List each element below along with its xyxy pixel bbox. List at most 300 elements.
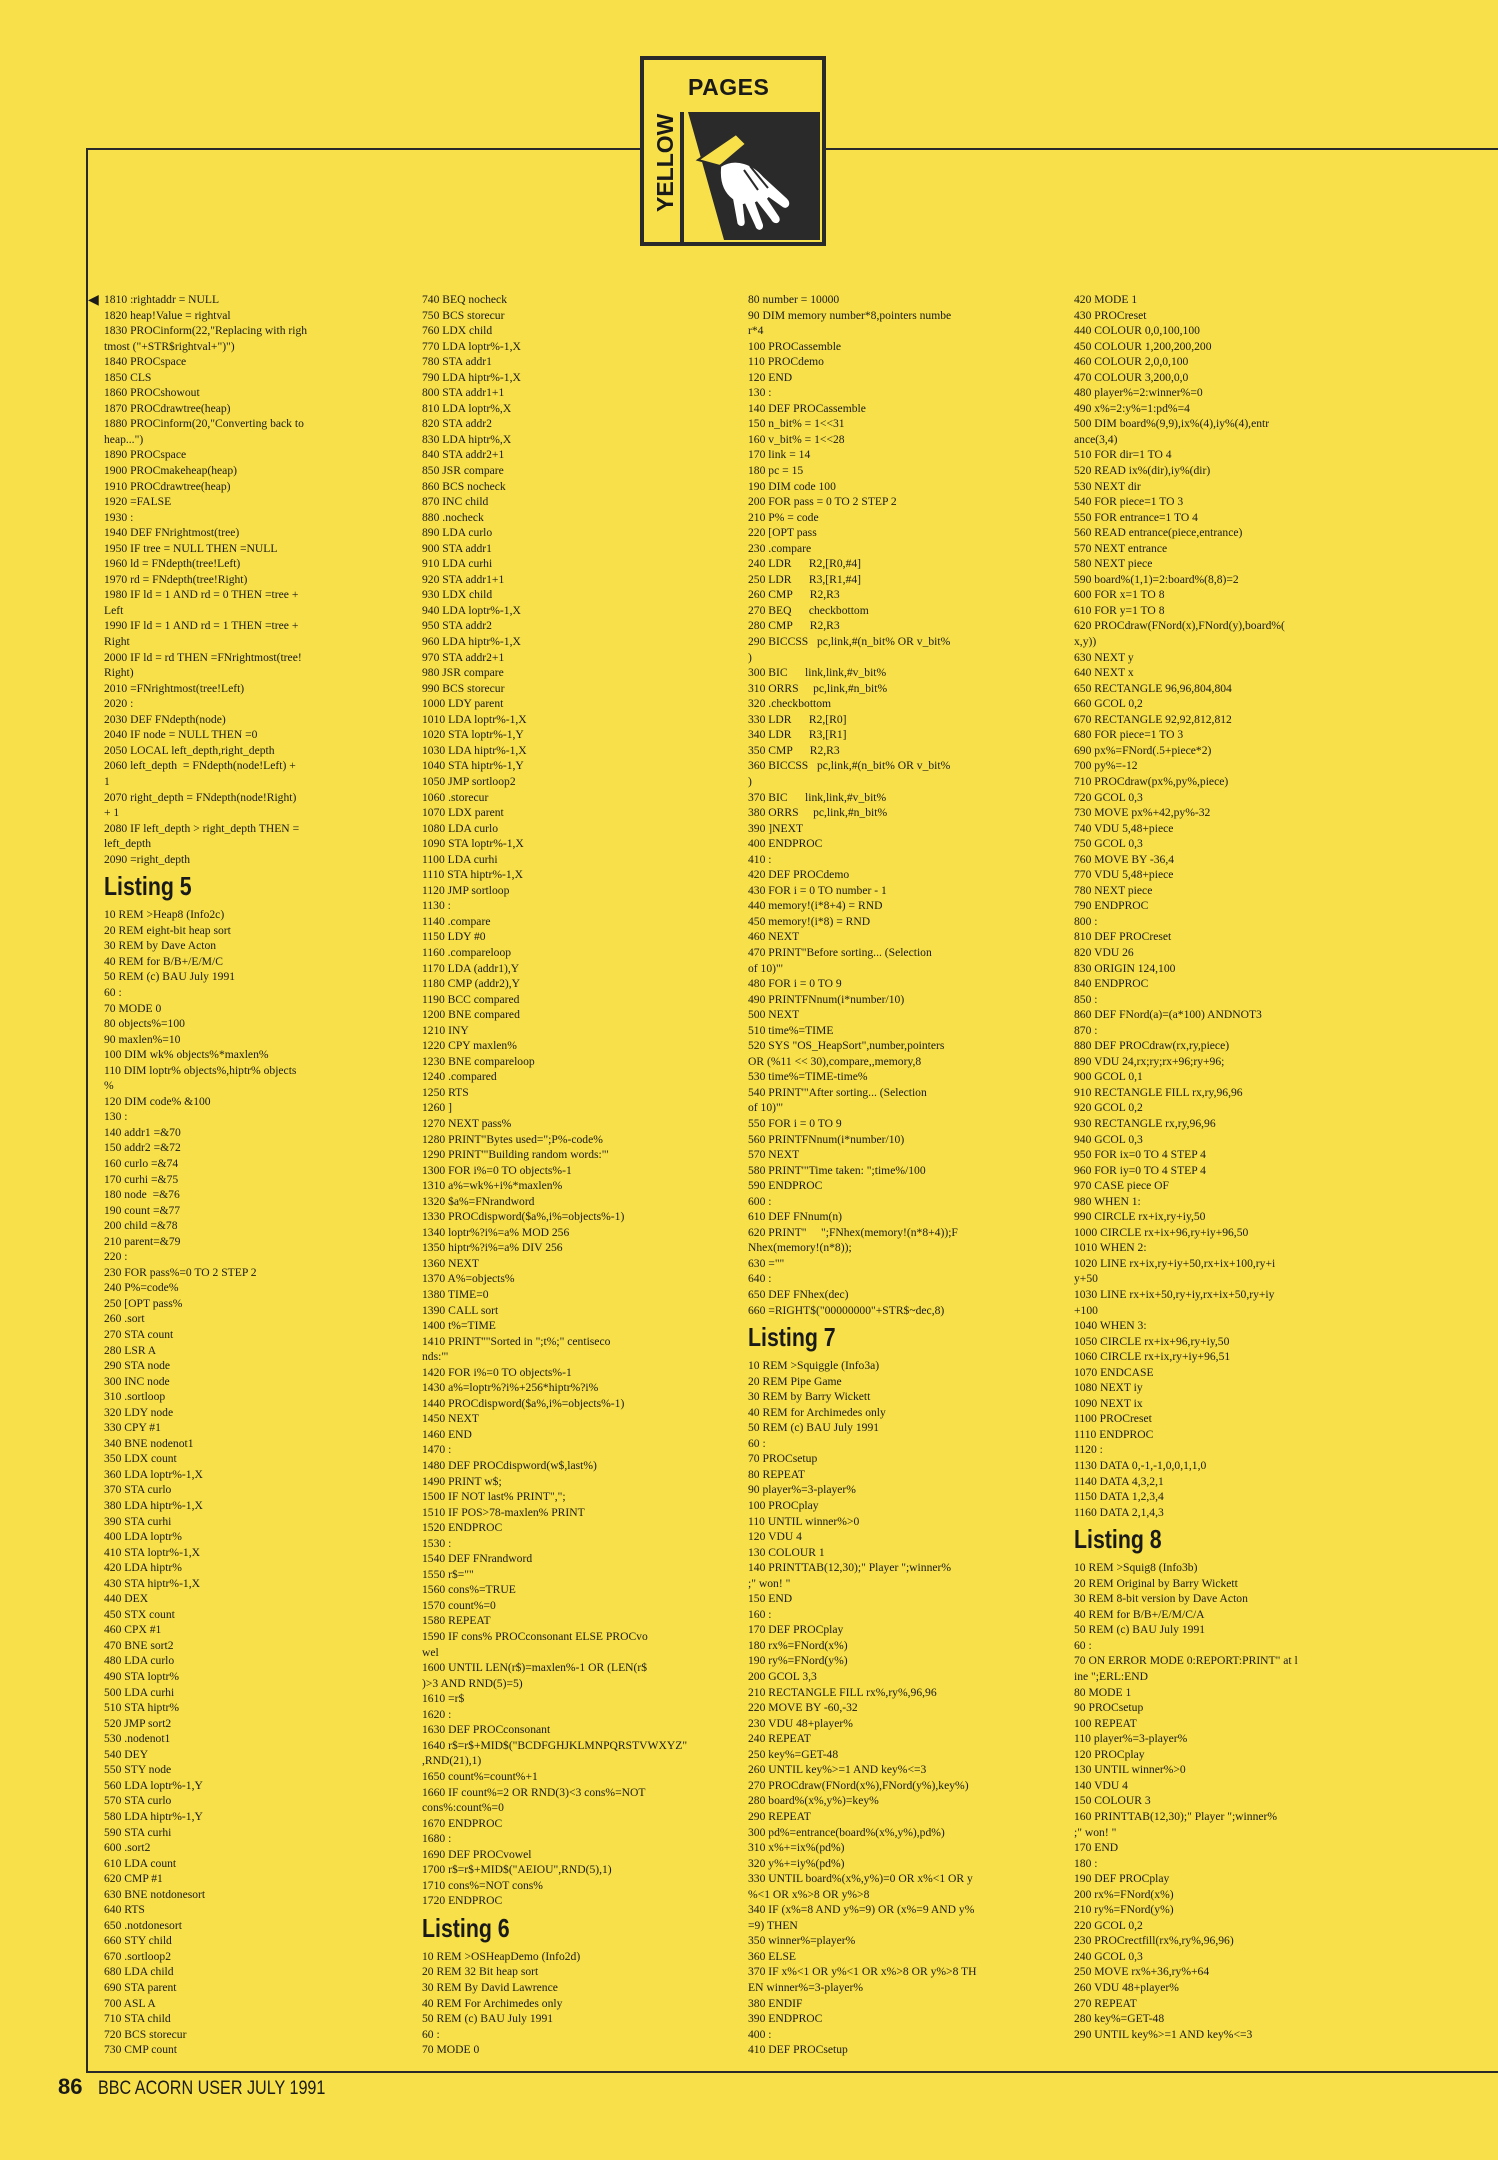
code-line: 50 REM (c) BAU July 1991 [748, 1421, 880, 1435]
code-line: 30 REM By David Lawrence [422, 1980, 558, 1994]
code-line: 1570 count%=0 [422, 1598, 496, 1612]
code-line: 1130 DATA 0,-1,-1,0,0,1,1,0 [1074, 1459, 1207, 1473]
code-line: 1670 ENDPROC [422, 1816, 503, 1830]
code-line: 790 LDA hiptr%-1,X [422, 370, 521, 384]
code-line: 1400 t%=TIME [422, 1319, 496, 1333]
code-line: 1090 STA loptr%-1,X [422, 837, 524, 851]
code-line: ance(3,4) [1074, 432, 1118, 446]
code-line: 2000 IF ld = rd THEN =FNrightmost(tree! [104, 650, 302, 664]
code-line: 130 UNTIL winner%>0 [1074, 1763, 1186, 1777]
code-line: 240 GCOL 0,3 [1074, 1949, 1143, 1963]
code-line: 260 UNTIL key%>=1 AND key%<=3 [748, 1763, 927, 1777]
code-line: 1820 heap!Value = rightval [104, 308, 231, 322]
listing-heading: Listing 5 [104, 871, 192, 902]
code-line: 170 link = 14 [748, 448, 811, 462]
code-line: 1540 DEF FNrandword [422, 1552, 533, 1566]
code-line: 1130 : [422, 899, 451, 913]
code-line: 970 STA addr2+1 [422, 650, 505, 664]
code-line: 1230 BNE compareloop [422, 1054, 535, 1068]
code-line: 1980 IF ld = 1 AND rd = 0 THEN =tree + [104, 588, 299, 602]
code-line: 720 GCOL 0,3 [1074, 790, 1143, 804]
code-line: 1630 DEF PROCconsonant [422, 1723, 551, 1737]
code-line: Nhex(memory!(n*8)); [748, 1241, 852, 1255]
code-line: 150 COLOUR 3 [1074, 1794, 1151, 1808]
code-line: 100 PROCplay [748, 1499, 819, 1513]
code-line: cons%:count%=0 [422, 1801, 504, 1815]
code-line: 10 REM >OSHeapDemo (Info2d) [422, 1949, 581, 1963]
code-line: 270 REPEAT [1074, 1996, 1137, 2010]
code-line: 80 MODE 1 [1074, 1685, 1132, 1699]
code-line: 40 REM for Archimedes only [748, 1405, 886, 1419]
code-line: 1050 CIRCLE rx+ix+96,ry+iy,50 [1074, 1334, 1230, 1348]
code-line: 590 ENDPROC [748, 1179, 823, 1193]
code-line: 1290 PRINT'"Building random words:"' [422, 1148, 609, 1162]
code-line: ;" won! " [1074, 1825, 1117, 1839]
code-line: 440 memory!(i*8+4) = RND [748, 899, 883, 913]
code-line: 230 FOR pass%=0 TO 2 STEP 2 [104, 1265, 257, 1279]
code-line: 600 FOR x=1 TO 8 [1074, 588, 1165, 602]
code-line: 1370 A%=objects% [422, 1272, 515, 1286]
code-line: 1070 ENDCASE [1074, 1365, 1154, 1379]
code-line: 370 STA curlo [104, 1483, 172, 1497]
code-line: 1610 =r$ [422, 1692, 465, 1706]
code-line: 1870 PROCdrawtree(heap) [104, 401, 231, 415]
code-line: 190 ry%=FNord(y%) [748, 1654, 848, 1668]
code-line: %<1 OR x%>8 OR y%>8 [748, 1887, 870, 1901]
code-line: 1850 CLS [104, 370, 152, 384]
code-line: 1530 : [422, 1536, 452, 1550]
code-line: 470 PRINT"Before sorting... (Selection [748, 945, 932, 959]
code-line: 850 JSR compare [422, 464, 504, 478]
code-line: 450 COLOUR 1,200,200,200 [1074, 339, 1212, 353]
code-line: 420 MODE 1 [1074, 293, 1138, 306]
code-line: 1190 BCC compared [422, 992, 520, 1006]
code-line: 2010 =FNrightmost(tree!Left) [104, 681, 245, 695]
code-line: 590 board%(1,1)=2:board%(8,8)=2 [1074, 572, 1239, 586]
code-line: 2060 left_depth = FNdepth(node!Left) + [104, 759, 296, 773]
code-line: 250 [OPT pass% [104, 1296, 183, 1310]
code-line: 830 LDA hiptr%,X [422, 432, 512, 446]
code-line: 780 NEXT piece [1074, 883, 1153, 897]
code-line: 350 CMP R2,R3 [748, 743, 840, 757]
code-line: ) [748, 774, 752, 788]
code-line: 160 PRINTTAB(12,30);" Player ";winner% [1074, 1809, 1278, 1823]
code-line: 2020 : [104, 697, 134, 711]
code-line: 1090 NEXT ix [1074, 1396, 1143, 1410]
code-line: 1890 PROCspace [104, 448, 187, 462]
code-line: y+50 [1074, 1272, 1098, 1286]
code-line: 1860 PROCshowout [104, 386, 200, 400]
code-line: 110 DIM loptr% objects%,hiptr% objects [104, 1063, 297, 1077]
code-line: 460 NEXT [748, 930, 800, 944]
code-line: 580 LDA hiptr%-1,Y [104, 1809, 203, 1823]
code-line: 1380 TIME=0 [422, 1288, 489, 1301]
code-line: 1150 LDY #0 [422, 930, 486, 944]
code-line: 640 NEXT x [1074, 666, 1134, 680]
code-line: 550 STY node [104, 1763, 172, 1777]
code-line: 250 key%=GET-48 [748, 1747, 839, 1761]
code-line: 1460 END [422, 1427, 472, 1441]
code-line: 720 BCS storecur [104, 2027, 187, 2041]
code-line: 2090 =right_depth [104, 852, 191, 866]
code-line: 910 LDA curhi [422, 557, 493, 571]
listing-column-4 [1074, 292, 1394, 2042]
code-line: 1440 PROCdispword($a%,i%=objects%-1) [422, 1396, 625, 1410]
code-line: 1360 NEXT [422, 1256, 479, 1270]
code-line: 1040 WHEN 3: [1074, 1319, 1147, 1333]
code-line: 1450 NEXT [422, 1412, 479, 1426]
code-line: 980 JSR compare [422, 666, 504, 680]
code-line: 1320 $a%=FNrandword [422, 1194, 535, 1208]
code-line: 1500 IF NOT last% PRINT","; [422, 1490, 566, 1504]
code-line: 320 y%+=iy%(pd%) [748, 1856, 845, 1870]
code-line: Left [104, 603, 124, 617]
code-line: 290 REPEAT [748, 1809, 811, 1823]
code-line: 440 COLOUR 0,0,100,100 [1074, 324, 1200, 338]
code-line: 390 ENDPROC [748, 2012, 823, 2026]
code-line: 600 : [748, 1194, 772, 1208]
code-line: 750 BCS storecur [422, 308, 505, 322]
code-line: 1930 : [104, 510, 134, 524]
code-line: 280 board%(x%,y%)=key% [748, 1794, 879, 1808]
code-line: 610 DEF FNnum(n) [748, 1210, 843, 1224]
code-line: 1140 .compare [422, 914, 491, 928]
code-line: Right [104, 635, 130, 649]
code-line: 800 STA addr1+1 [422, 386, 505, 400]
code-line: 20 REM 32 Bit heap sort [422, 1965, 539, 1979]
code-line: 130 COLOUR 1 [748, 1545, 825, 1559]
code-line: 300 INC node [104, 1374, 170, 1388]
page-footer [58, 2074, 365, 2100]
code-line: 210 ry%=FNord(y%) [1074, 1903, 1174, 1917]
code-line: 70 MODE 0 [104, 1001, 162, 1015]
code-line: 130 : [748, 386, 772, 400]
code-line: ,RND(21),1) [422, 1754, 482, 1768]
code-line: 960 LDA hiptr%-1,X [422, 635, 521, 649]
code-line: 550 FOR i = 0 TO 9 [748, 1116, 842, 1130]
code-line: 10 REM >Squiggle (Info3a) [748, 1359, 880, 1373]
code-line: 200 rx%=FNord(x%) [1074, 1887, 1174, 1901]
code-line: 950 FOR ix=0 TO 4 STEP 4 [1074, 1148, 1206, 1162]
code-line: 1510 IF POS>78-maxlen% PRINT [422, 1505, 585, 1519]
code-line: 640 RTS [104, 1903, 145, 1917]
code-line: 650 DEF FNhex(dec) [748, 1288, 849, 1301]
code-line: 80 objects%=100 [104, 1017, 185, 1031]
code-line: 610 FOR y=1 TO 8 [1074, 603, 1165, 617]
code-line: 860 DEF FNord(a)=(a*100) ANDNOT3 [1074, 1008, 1262, 1022]
code-line: 620 CMP #1 [104, 1872, 163, 1886]
code-line: 1030 LDA hiptr%-1,X [422, 743, 527, 757]
code-line: 1150 DATA 1,2,3,4 [1074, 1490, 1164, 1504]
code-line: 690 STA parent [104, 1980, 177, 1994]
code-line: 140 VDU 4 [1074, 1778, 1128, 1792]
code-line: 800 : [1074, 914, 1098, 928]
code-line: 920 GCOL 0,2 [1074, 1101, 1143, 1115]
code-line: 770 LDA loptr%-1,X [422, 339, 521, 353]
code-line: 1030 LINE rx+ix+50,ry+iy,rx+ix+50,ry+iy [1074, 1288, 1275, 1301]
code-line: 280 LSR A [104, 1343, 157, 1357]
code-line: 680 FOR piece=1 TO 3 [1074, 728, 1184, 742]
code-line: 240 LDR R2,[R0,#4] [748, 557, 862, 571]
code-line: =9) THEN [748, 1918, 798, 1932]
code-line: 1840 PROCspace [104, 355, 187, 369]
code-line: 930 RECTANGLE rx,ry,96,96 [1074, 1116, 1216, 1130]
code-line: 1650 count%=count%+1 [422, 1769, 538, 1783]
code-line: 2070 right_depth = FNdepth(node!Right) [104, 790, 297, 804]
code-line: 260 CMP R2,R3 [748, 588, 840, 602]
code-line: 330 LDR R2,[R0] [748, 712, 847, 726]
code-line: 380 LDA hiptr%-1,X [104, 1499, 203, 1513]
code-line: 310 ORRS pc,link,#n_bit% [748, 681, 888, 695]
code-line: 920 STA addr1+1 [422, 572, 505, 586]
code-line: 1420 FOR i%=0 TO objects%-1 [422, 1365, 572, 1379]
code-line: 890 VDU 24,rx;ry;rx+96;ry+96; [1074, 1054, 1225, 1068]
code-line: 180 node =&76 [104, 1188, 180, 1202]
logo-pages-text: PAGES [688, 74, 770, 100]
code-line: 970 CASE piece OF [1074, 1179, 1169, 1193]
code-line: x,y)) [1074, 635, 1097, 649]
code-line: 1060 .storecur [422, 790, 489, 804]
code-line: 570 STA curlo [104, 1794, 172, 1808]
code-line: )>3 AND RND(5)=5) [422, 1676, 523, 1690]
code-line: 60 : [1074, 1638, 1092, 1652]
code-line: 1110 ENDPROC [1074, 1427, 1154, 1441]
code-line: 150 addr2 =&72 [104, 1141, 181, 1155]
code-line: 290 UNTIL key%>=1 AND key%<=3 [1074, 2027, 1253, 2041]
code-line: 480 player%=2:winner%=0 [1074, 386, 1203, 400]
code-line: 390 ]NEXT [748, 821, 804, 835]
code-line: 250 MOVE rx%+36,ry%+64 [1074, 1965, 1210, 1979]
code-line: 2080 IF left_depth > right_depth THEN = [104, 821, 300, 835]
code-line: 1220 CPY maxlen% [422, 1039, 517, 1053]
code-line: 840 STA addr2+1 [422, 448, 505, 462]
code-line: 1700 r$=r$+MID$("AEIOU",RND(5),1) [422, 1863, 612, 1877]
code-line: 260 .sort [104, 1312, 145, 1326]
code-line: 890 LDA curlo [422, 526, 493, 540]
code-line: 510 FOR dir=1 TO 4 [1074, 448, 1172, 462]
code-line: 660 GCOL 0,2 [1074, 697, 1143, 711]
code-line: 1140 DATA 4,3,2,1 [1074, 1474, 1164, 1488]
code-line: 560 READ entrance(piece,entrance) [1074, 526, 1243, 540]
code-line: 1020 LINE rx+ix,ry+iy+50,rx+ix+100,ry+i [1074, 1256, 1276, 1270]
code-line: 20 REM Pipe Game [748, 1374, 842, 1388]
code-line: 1560 cons%=TRUE [422, 1583, 516, 1597]
code-line: 600 .sort2 [104, 1841, 151, 1855]
code-line: 400 : [748, 2027, 772, 2041]
code-line: 1060 CIRCLE rx+ix,ry+iy+96,51 [1074, 1350, 1231, 1364]
code-line: 680 LDA child [104, 1965, 174, 1979]
code-line: 520 JMP sort2 [104, 1716, 172, 1730]
code-line: 540 DEY [104, 1747, 149, 1761]
code-line: 410 : [748, 852, 772, 866]
code-line: 1100 LDA curhi [422, 852, 498, 866]
code-line: 980 WHEN 1: [1074, 1194, 1141, 1208]
code-line: 850 : [1074, 992, 1098, 1006]
code-line: 90 player%=3-player% [748, 1483, 856, 1497]
code-line: 610 LDA count [104, 1856, 177, 1870]
code-line: 490 PRINTFNnum(i*number/10) [748, 992, 905, 1006]
code-line: 530 .nodenot1 [104, 1732, 171, 1746]
code-line: 340 BNE nodenot1 [104, 1436, 194, 1450]
code-line: 30 REM 8-bit version by Dave Acton [1074, 1592, 1248, 1606]
code-line: 390 STA curhi [104, 1514, 172, 1528]
code-line: 150 END [748, 1592, 793, 1606]
code-line: ;" won! " [748, 1576, 791, 1590]
code-line: 470 COLOUR 3,200,0,0 [1074, 370, 1189, 384]
code-line: 780 STA addr1 [422, 355, 492, 369]
listing-column-3 [748, 292, 1068, 2058]
code-line: 670 .sortloop2 [104, 1949, 171, 1963]
code-line: 90 PROCsetup [1074, 1701, 1144, 1715]
code-line: EN winner%=3-player% [748, 1980, 864, 1994]
code-line: 870 : [1074, 1023, 1098, 1037]
code-line: 430 FOR i = 0 TO number - 1 [748, 883, 887, 897]
code-line: 630 BNE notdonesort [104, 1887, 206, 1901]
code-line: 120 VDU 4 [748, 1530, 802, 1544]
code-line: 520 READ ix%(dir),iy%(dir) [1074, 464, 1211, 478]
code-line: 170 END [1074, 1841, 1119, 1855]
code-line: 190 count =&77 [104, 1203, 181, 1217]
code-line: ) [748, 650, 752, 664]
listing-heading: Listing 6 [422, 1912, 510, 1943]
code-line: 20 REM eight-bit heap sort [104, 923, 231, 937]
code-line: 170 DEF PROCplay [748, 1623, 844, 1637]
code-line: 1660 IF count%=2 OR RND(3)<3 cons%=NOT [422, 1785, 646, 1799]
code-line: 310 x%+=ix%(pd%) [748, 1841, 845, 1855]
code-line: 270 PROCdraw(FNord(x%),FNord(y%),key%) [748, 1778, 969, 1792]
code-line: 1250 RTS [422, 1085, 469, 1099]
code-line: 900 STA addr1 [422, 541, 492, 555]
code-line: % [104, 1079, 114, 1093]
code-line: 790 ENDPROC [1074, 899, 1149, 913]
code-line: 2030 DEF FNdepth(node) [104, 712, 226, 726]
code-line: 1640 r$=r$+MID$("BCDFGHJKLMNPQRSTVWXYZ" [422, 1738, 688, 1752]
code-line: 220 : [104, 1250, 128, 1264]
code-line: 870 INC child [422, 495, 489, 509]
code-line: 120 PROCplay [1074, 1747, 1145, 1761]
code-line: 140 DEF PROCassemble [748, 401, 866, 415]
code-line: 450 STX count [104, 1607, 175, 1621]
code-line: +100 [1074, 1303, 1098, 1317]
code-line: 530 time%=TIME-time% [748, 1070, 868, 1084]
code-line: 1010 WHEN 2: [1074, 1241, 1147, 1255]
code-line: 1720 ENDPROC [422, 1894, 503, 1908]
code-line: 160 curlo =&74 [104, 1156, 179, 1170]
code-line: 500 NEXT [748, 1008, 800, 1022]
code-line: 120 END [748, 370, 793, 384]
code-line: 80 number = 10000 [748, 293, 840, 306]
code-line: 260 VDU 48+player% [1074, 1980, 1179, 1994]
code-line: 20 REM Original by Barry Wickett [1074, 1576, 1238, 1590]
code-line: 1580 REPEAT [422, 1614, 491, 1628]
code-line: 1520 ENDPROC [422, 1521, 503, 1535]
code-line: ine ";ERL:END [1074, 1670, 1148, 1684]
code-line: 1350 hiptr%?i%=a% DIV 256 [422, 1241, 563, 1255]
code-line: 70 PROCsetup [748, 1452, 818, 1466]
code-line: 360 LDA loptr%-1,X [104, 1467, 203, 1481]
code-line: 1880 PROCinform(20,"Converting back to [104, 417, 304, 431]
code-line: + 1 [104, 806, 120, 820]
code-line: 1950 IF tree = NULL THEN =NULL [104, 541, 278, 555]
code-line: 1200 BNE compared [422, 1008, 520, 1022]
code-line: 1050 JMP sortloop2 [422, 774, 516, 788]
code-line: 730 MOVE px%+42,py%-32 [1074, 806, 1211, 820]
code-line: OR (%11 << 30),compare,,memory,8 [748, 1054, 922, 1068]
code-line: 710 PROCdraw(px%,py%,piece) [1074, 774, 1229, 788]
code-line: 1810 :rightaddr = NULL [104, 293, 220, 306]
code-line: 700 py%=-12 [1074, 759, 1138, 773]
code-line: of 10)"' [748, 961, 783, 975]
code-line: 570 NEXT [748, 1148, 800, 1162]
listing-heading: Listing 8 [1074, 1524, 1162, 1555]
code-line: 450 memory!(i*8) = RND [748, 914, 871, 928]
code-line: 250 LDR R3,[R1,#4] [748, 572, 862, 586]
code-line: 810 DEF PROCreset [1074, 930, 1172, 944]
code-line: of 10)"' [748, 1101, 783, 1115]
continued-arrow-icon: ◀ [88, 293, 99, 308]
code-line: 1470 : [422, 1443, 452, 1457]
code-line: 340 IF (x%=8 AND y%=9) OR (x%=9 AND y% [748, 1903, 975, 1917]
code-line: 640 : [748, 1272, 772, 1286]
code-line: 30 REM by Barry Wickett [748, 1390, 871, 1404]
code-line: 1160 .compareloop [422, 945, 512, 959]
code-line: 1080 LDA curlo [422, 821, 498, 835]
code-line: 490 x%=2:y%=1:pd%=4 [1074, 401, 1190, 415]
code-line: 1020 STA loptr%-1,Y [422, 728, 524, 742]
code-line: 60 : [748, 1436, 766, 1450]
code-line: 1260 ] [422, 1101, 452, 1115]
code-line: 730 CMP count [104, 2043, 178, 2057]
listing-column-2 [422, 292, 742, 2058]
code-line: 900 GCOL 0,1 [1074, 1070, 1143, 1084]
code-line: 120 DIM code% &100 [104, 1094, 211, 1108]
code-line: 1000 LDY parent [422, 697, 504, 711]
code-line: 460 CPX #1 [104, 1623, 162, 1637]
code-line: 340 LDR R3,[R1] [748, 728, 847, 742]
code-line: 670 RECTANGLE 92,92,812,812 [1074, 712, 1232, 726]
code-line: 630 NEXT y [1074, 650, 1134, 664]
code-line: 1690 DEF PROCvowel [422, 1847, 532, 1861]
code-line: 1010 LDA loptr%-1,X [422, 712, 527, 726]
code-line: 930 LDX child [422, 588, 493, 602]
code-line: 330 UNTIL board%(x%,y%)=0 OR x%<1 OR y [748, 1872, 973, 1886]
code-line: 180 pc = 15 [748, 464, 804, 478]
code-line: 310 .sortloop [104, 1390, 166, 1404]
code-line: 1960 ld = FNdepth(tree!Left) [104, 557, 241, 571]
code-line: 940 LDA loptr%-1,X [422, 603, 521, 617]
code-line: 70 MODE 0 [422, 2043, 480, 2057]
code-line: 520 SYS "OS_HeapSort",number,pointers [748, 1039, 945, 1053]
code-line: 820 STA addr2 [422, 417, 492, 431]
code-line: 860 BCS nocheck [422, 479, 506, 493]
code-line: 460 COLOUR 2,0,0,100 [1074, 355, 1189, 369]
code-line: 110 player%=3-player% [1074, 1732, 1188, 1746]
code-line: 480 FOR i = 0 TO 9 [748, 977, 842, 991]
code-line: 410 DEF PROCsetup [748, 2043, 848, 2057]
code-line: 620 PROCdraw(FNord(x),FNord(y),board%( [1074, 619, 1285, 633]
code-line: 420 DEF PROCdemo [748, 868, 850, 882]
code-line: 550 FOR entrance=1 TO 4 [1074, 510, 1198, 524]
code-line: 210 P% = code [748, 510, 819, 524]
code-line: 580 PRINT'"Time taken: ";time%/100 [748, 1163, 926, 1177]
code-line: 810 LDA loptr%,X [422, 401, 512, 415]
code-line: heap...") [104, 432, 144, 446]
code-line: 320 .checkbottom [748, 697, 832, 711]
code-line: 130 : [104, 1110, 128, 1124]
code-line: 160 v_bit% = 1<<28 [748, 432, 845, 446]
code-line: 370 BIC link,link,#v_bit% [748, 790, 887, 804]
code-line: 1180 CMP (addr2),Y [422, 977, 521, 991]
